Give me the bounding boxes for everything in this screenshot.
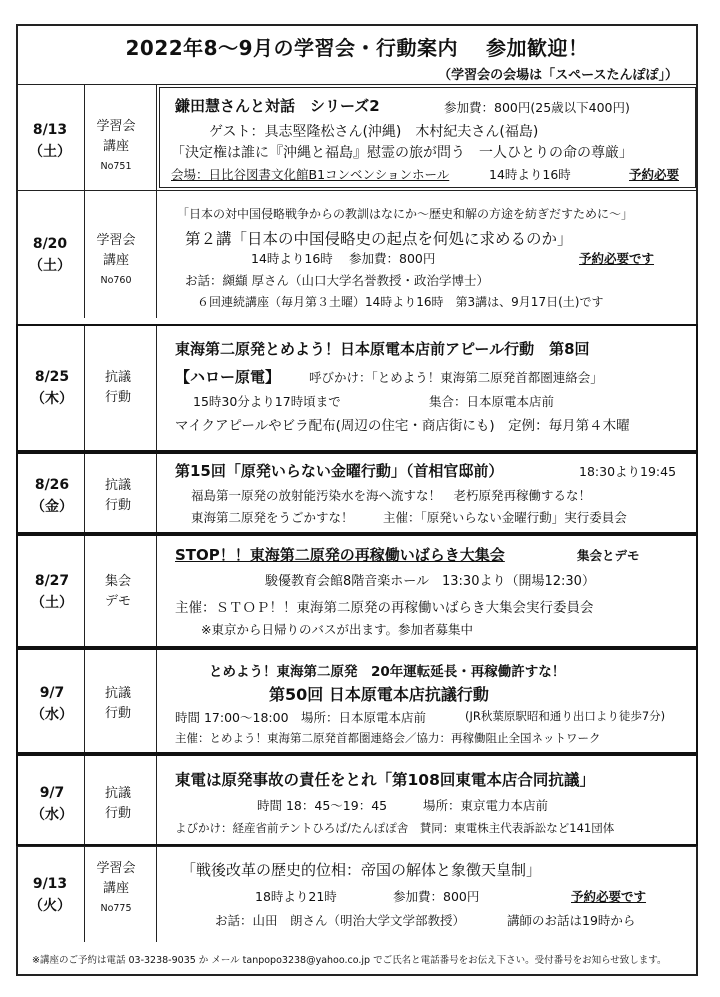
event-label: 【ハロー原電】 — [175, 368, 281, 386]
event-place: 場所：東京電力本店前 — [423, 798, 549, 813]
event-title: 第50回 日本原電本店抗議行動 — [269, 685, 489, 704]
event-title: 第２講「日本の中国侵略史の起点を何処に求めるのか」 — [185, 230, 573, 248]
event-title: STOP！！東海第二原発の再稼働いばらき大集会 — [175, 546, 505, 564]
event-date: 9/7 （水） — [31, 685, 73, 723]
event-slogan: とめよう！東海第二原発 20年運転延長・再稼働許すな！ — [209, 664, 566, 680]
event-reservation: 予約必要です — [571, 889, 647, 904]
event-date: 9/13 （火） — [29, 876, 71, 914]
event-time: 14時より16時 — [489, 167, 571, 182]
event-title: 第15回「原発いらない金曜行動」（首相官邸前） — [175, 462, 504, 480]
event-title: 東海第二原発とめよう！日本原電本店前アピール行動 第8回 — [175, 340, 590, 358]
event-time-place: 時間 17:00～18:00 場所：日本原電本店前 — [175, 710, 427, 725]
event-date: 8/26 （金） — [31, 477, 73, 515]
event-date: 8/20 （土） — [29, 236, 71, 274]
event-row — [16, 846, 698, 942]
page-title: 2022年8～9月の学習会・行動案内 参加歓迎！ — [125, 36, 589, 60]
event-reservation: 予約必要 — [629, 167, 680, 182]
event-row — [16, 534, 698, 648]
event-date: 8/25 （木） — [31, 369, 73, 407]
event-venue: 駿優教育会館8階音楽ホール 13:30より（開場12:30） — [265, 574, 595, 589]
page-subtitle: （学習会の会場は「スペースたんぽぽ」） — [438, 68, 678, 83]
event-subject: 「決定権は誰に『沖縄と福島』慰霊の旅が問う 一人ひとりの命の尊厳」 — [171, 145, 633, 161]
event-time: 18:30より19:45 — [579, 464, 677, 479]
event-title: 東電は原発事故の責任をとれ「第108回東電本店合同抗議」 — [175, 771, 595, 789]
event-note: マイクアピールやビラ配布(周辺の住宅・商店街にも) 定例：毎月第４木曜 — [175, 418, 630, 434]
event-slogan: 福島第一原発の放射能汚染水を海へ流すな！ 老朽原発再稼働するな！ — [191, 488, 592, 503]
event-guest: ゲスト：具志堅隆松さん(沖縄) 木村紀夫さん(福島) — [209, 124, 539, 140]
event-kind: 抗議 行動 — [104, 786, 131, 821]
event-kind: 学習会 講座 No751 — [96, 119, 136, 172]
event-time: 時間 18：45～19：45 — [257, 798, 388, 813]
event-row — [16, 324, 698, 452]
event-note: 講師のお話は19時から — [507, 913, 636, 928]
event-caller: 呼びかけ：「とめよう！東海第二原発首都圏連絡会」 — [309, 370, 603, 385]
event-caller: よびかけ：経産省前テントひろば/たんぽぽ舎 賛同：東電株主代表訴訟など141団体 — [175, 821, 615, 835]
event-organizer: 主催：ＳＴＯＰ！！東海第二原発の再稼働いばらき大集会実行委員会 — [175, 600, 594, 616]
event-date: 9/7 （水） — [31, 785, 73, 823]
event-kind: 学習会 講座 No760 — [96, 233, 136, 286]
event-kind: 学習会 講座 No775 — [96, 861, 136, 914]
event-time: 15時30分より17時頃まで — [193, 394, 341, 409]
event-fee: 参加費：800円(25歳以下400円) — [444, 100, 630, 115]
event-speaker: お話：山田 朗さん（明治大学文学部教授） — [215, 913, 466, 928]
event-note: ※東京から日帰りのバスが出ます。参加者募集中 — [201, 622, 473, 637]
event-type: 集会とデモ — [577, 548, 640, 563]
event-time: 18時より21時 — [255, 889, 337, 904]
event-note: ６回連続講座（毎月第３土曜）14時より16時 第3講は、9月17日(土)です — [197, 295, 604, 309]
event-date: 8/13 （土） — [29, 122, 71, 160]
event-access: (JR秋葉原駅昭和通り出口より徒歩7分) — [465, 709, 666, 723]
event-kind: 集会 デモ — [104, 574, 131, 609]
event-fee: 参加費：800円 — [349, 251, 436, 266]
event-series: 「日本の対中国侵略戦争からの教訓はなにか～歴史和解の方途を紡ぎだすために～」 — [177, 207, 634, 221]
event-organizer: 主催：とめよう！東海第二原発首都圏連絡会／協力：再稼働阻止全国ネットワーク — [175, 731, 601, 745]
event-kind: 抗議 行動 — [104, 370, 131, 405]
event-title: 鎌田慧さんと対話 シリーズ2 — [175, 97, 380, 115]
event-venue: 会場：日比谷図書文化館B1コンベンションホール — [171, 167, 450, 182]
event-date: 8/27 （土） — [31, 573, 73, 611]
event-meet: 集合：日本原電本店前 — [429, 394, 555, 409]
event-row — [16, 648, 698, 754]
event-fee: 参加費：800円 — [393, 889, 480, 904]
event-slogan-2: 東海第二原発をうごかすな！ — [191, 510, 354, 525]
event-kind: 抗議 行動 — [104, 686, 131, 721]
event-row — [16, 754, 698, 846]
event-row — [16, 190, 698, 318]
footer-note: ※講座のご予約は電話 03-3238-9035 か メール tanpopo3238@yahoo.co.jp でご氏名と電話番号をお伝え下さい。受付番号をお知らせ致します。 — [32, 955, 667, 966]
event-kind: 抗議 行動 — [104, 478, 131, 513]
event-organizer: 主催：「原発いらない金曜行動」実行委員会 — [383, 510, 627, 525]
event-row — [16, 452, 698, 534]
event-speaker: お話：纐纈 厚さん（山口大学名誉教授・政治学博士） — [185, 273, 489, 288]
event-reservation: 予約必要です — [579, 251, 655, 266]
event-row — [16, 84, 698, 190]
event-title: 「戦後改革の歴史的位相：帝国の解体と象徴天皇制」 — [181, 861, 542, 879]
event-time: 14時より16時 — [251, 251, 333, 266]
